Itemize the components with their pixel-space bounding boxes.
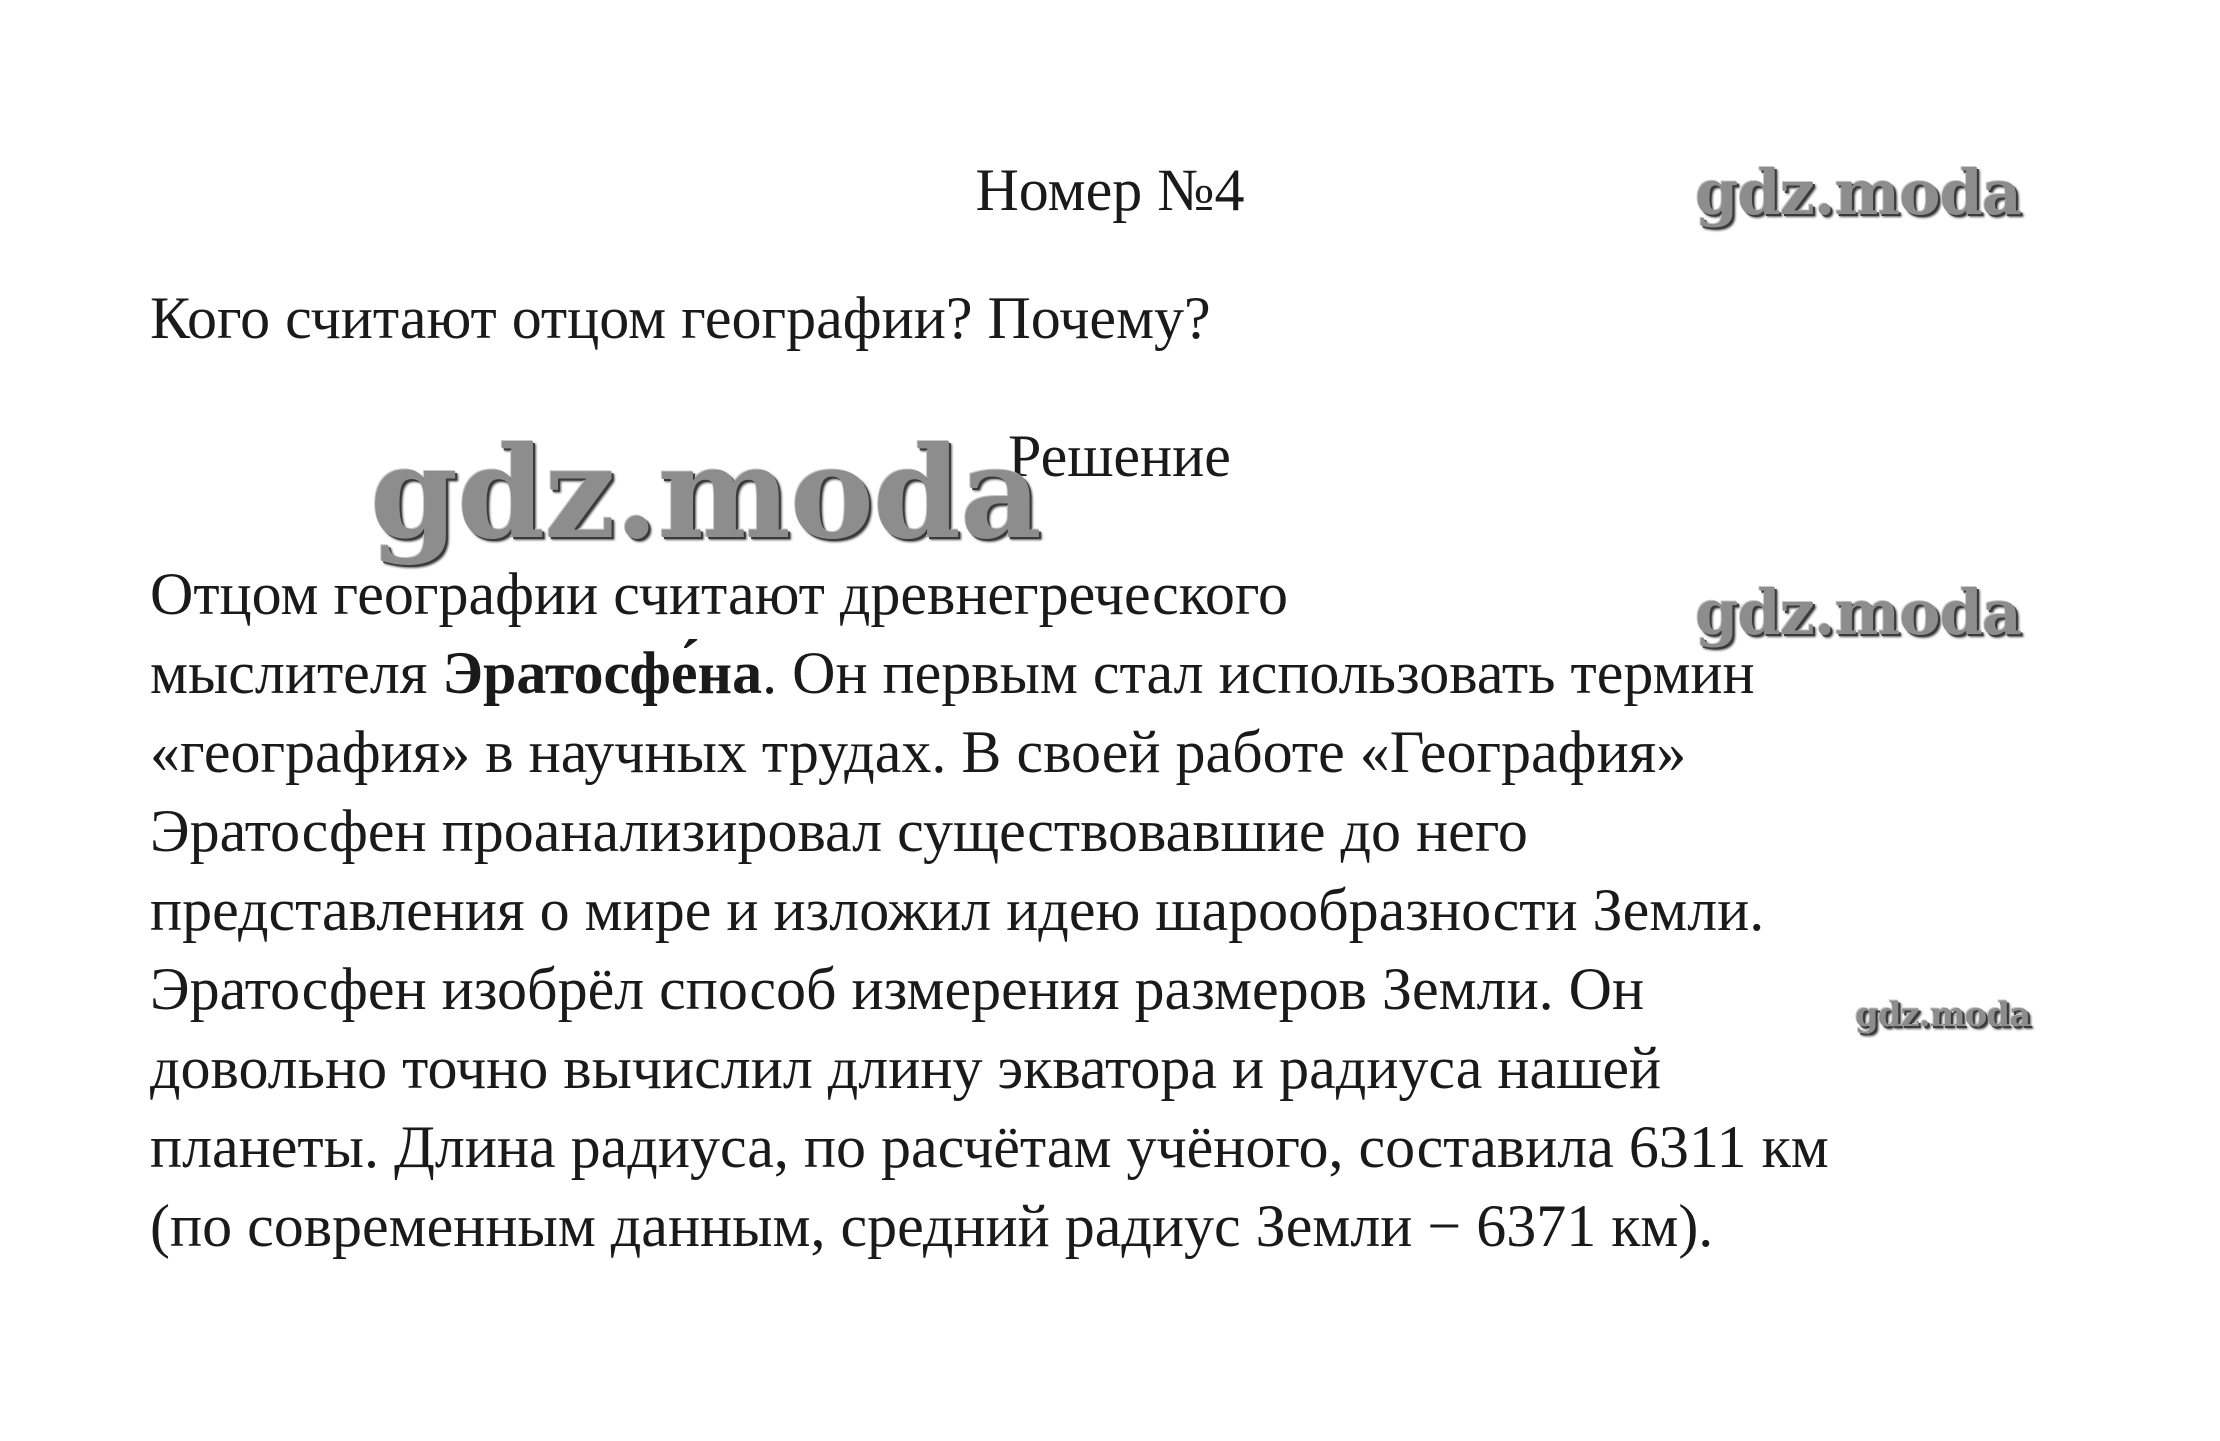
answer-line: «география» в научных трудах. В своей работе «География» [150,719,1687,785]
answer-line: (по современным данным, средний радиус Земли − 6371 км). [150,1193,1714,1259]
answer-line: Эратосфен проанализировал существовавшие до него [150,798,1528,864]
question-text: Кого считают отцом географии? Почему? [150,285,1211,351]
exercise-number-heading: Номер №4 [975,157,1245,223]
answer-line-start: мыслителя [150,640,443,706]
watermark: gdz.moda [370,419,1041,567]
watermark: gdz.moda [1695,576,2021,649]
answer-line: Отцом географии считают древнегреческого [150,561,1288,627]
answer-line: довольно точно вычислил длину экватора и радиуса нашей [150,1035,1662,1101]
answer-line: Эратосфен изобрёл способ измерения размеров Земли. Он [150,956,1645,1022]
highlighted-name: Эратосфе́на [442,640,763,706]
watermark: gdz.moda [1855,995,2031,1035]
answer-line: представления о мире и изложил идею шарообразности Земли. [150,877,1765,943]
answer-text [150,555,2150,1266]
answer-line: планеты. Длина радиуса, по расчётам учёного, составила 6311 км [150,1114,1829,1180]
answer-line-end: . Он первым стал использовать термин [762,640,1755,706]
solution-label: Решение [1008,423,1231,489]
watermark: gdz.moda [1695,156,2021,229]
